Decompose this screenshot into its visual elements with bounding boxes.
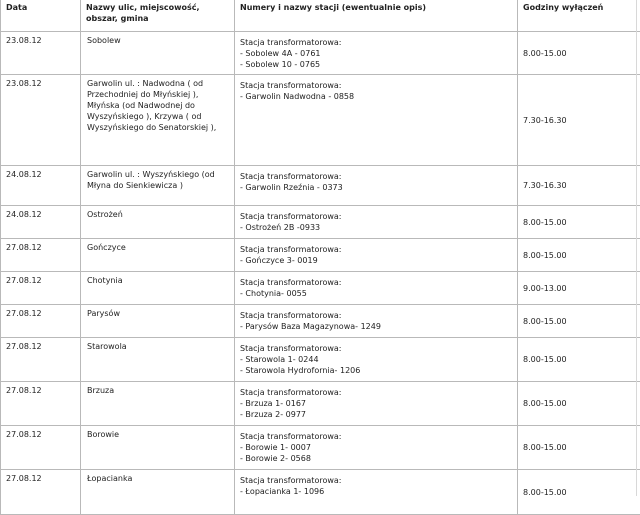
place-cell: Ostrożeń [81, 206, 235, 239]
station-cell [235, 239, 518, 272]
hours-cell: 8.00-15.00 [518, 382, 640, 426]
station-entry: - Borowie 1- 0007 [240, 442, 512, 453]
station-entry: - Gończyce 3- 0019 [240, 255, 512, 266]
station-entry: - Ostrożeń 2B -0933 [240, 222, 512, 233]
hours-cell: 8.00-15.00 [518, 426, 640, 470]
table-row [1, 470, 640, 515]
station-cell [235, 272, 518, 305]
place-cell: Garwolin ul. : Wyszyńskiego (od Młyna do Sienkiewicza ) [81, 166, 235, 206]
station-cell [235, 166, 518, 206]
station-cell [235, 75, 518, 166]
station-type-label: Stacja transformatorowa: [240, 310, 512, 321]
station-type-label: Stacja transformatorowa: [240, 171, 512, 182]
station-entry: - Brzuza 2- 0977 [240, 409, 512, 420]
station-type-label: Stacja transformatorowa: [240, 475, 512, 486]
station-type-label: Stacja transformatorowa: [240, 80, 512, 91]
station-type-label: Stacja transformatorowa: [240, 387, 512, 398]
hours-cell: 7.30-16.30 [518, 166, 640, 206]
station-entry: - Garwolin Rzeźnia - 0373 [240, 182, 512, 193]
table-row [1, 382, 640, 426]
hours-cell: 8.00-15.00 [518, 470, 640, 515]
station-cell [235, 338, 518, 382]
table-header-row [1, 0, 640, 32]
table-body [1, 32, 640, 515]
hours-cell: 7.30-16.30 [518, 75, 640, 166]
table-row [1, 272, 640, 305]
hours-cell: 9.00-13.00 [518, 272, 640, 305]
station-type-label: Stacja transformatorowa: [240, 211, 512, 222]
place-cell: Borowie [81, 426, 235, 470]
date-cell: 27.08.12 [1, 470, 81, 515]
station-type-label: Stacja transformatorowa: [240, 37, 512, 48]
hours-cell: 8.00-15.00 [518, 239, 640, 272]
date-cell: 27.08.12 [1, 305, 81, 338]
station-entry: - Borowie 2- 0568 [240, 453, 512, 464]
table-row [1, 32, 640, 75]
place-cell: Garwolin ul. : Nadwodna ( od Przechodniej do Młyńskiej ), Młyńska (od Nadwodnej do Wyszyńskiego ), Krzywa ( od Wyszyńskiego do Senatorskiej ), [81, 75, 235, 166]
header-place: Nazwy ulic, miejscowość, obszar, gmina [81, 0, 235, 32]
date-cell: 23.08.12 [1, 75, 81, 166]
station-cell [235, 305, 518, 338]
header-hours: Godziny wyłączeń [518, 0, 640, 32]
place-cell: Gończyce [81, 239, 235, 272]
hours-cell: 8.00-15.00 [518, 206, 640, 239]
station-cell [235, 206, 518, 239]
table-row [1, 305, 640, 338]
station-entry: - Sobolew 10 - 0765 [240, 59, 512, 70]
table-row [1, 206, 640, 239]
place-cell: Sobolew [81, 32, 235, 75]
date-cell: 27.08.12 [1, 426, 81, 470]
place-cell: Brzuza [81, 382, 235, 426]
place-cell: Łopacianka [81, 470, 235, 515]
station-cell [235, 32, 518, 75]
station-entry: - Łopacianka 1- 1096 [240, 486, 512, 497]
date-cell: 27.08.12 [1, 239, 81, 272]
station-type-label: Stacja transformatorowa: [240, 244, 512, 255]
station-entry: - Sobolew 4A - 0761 [240, 48, 512, 59]
station-type-label: Stacja transformatorowa: [240, 431, 512, 442]
date-cell: 24.08.12 [1, 166, 81, 206]
date-cell: 27.08.12 [1, 338, 81, 382]
date-cell: 27.08.12 [1, 382, 81, 426]
date-cell: 24.08.12 [1, 206, 81, 239]
station-entry: - Parysów Baza Magazynowa- 1249 [240, 321, 512, 332]
date-cell: 23.08.12 [1, 32, 81, 75]
date-cell: 27.08.12 [1, 272, 81, 305]
station-entry: - Starowola Hydrofornia- 1206 [240, 365, 512, 376]
table-row [1, 239, 640, 272]
place-cell: Starowola [81, 338, 235, 382]
place-cell: Parysów [81, 305, 235, 338]
table-row [1, 338, 640, 382]
header-date: Data [1, 0, 81, 32]
table-row [1, 75, 640, 166]
station-cell [235, 426, 518, 470]
station-type-label: Stacja transformatorowa: [240, 277, 512, 288]
place-cell: Chotynia [81, 272, 235, 305]
hours-cell: 8.00-15.00 [518, 32, 640, 75]
table-row [1, 426, 640, 470]
station-entry: - Garwolin Nadwodna - 0858 [240, 91, 512, 102]
station-entry: - Starowola 1- 0244 [240, 354, 512, 365]
station-entry: - Chotynia- 0055 [240, 288, 512, 299]
hours-cell: 8.00-15.00 [518, 305, 640, 338]
station-entry: - Brzuza 1- 0167 [240, 398, 512, 409]
station-cell [235, 382, 518, 426]
hours-cell: 8.00-15.00 [518, 338, 640, 382]
station-cell [235, 470, 518, 515]
station-type-label: Stacja transformatorowa: [240, 343, 512, 354]
right-edge-divider [636, 0, 637, 496]
header-station: Numery i nazwy stacji (ewentualnie opis) [235, 0, 518, 32]
table-row [1, 166, 640, 206]
